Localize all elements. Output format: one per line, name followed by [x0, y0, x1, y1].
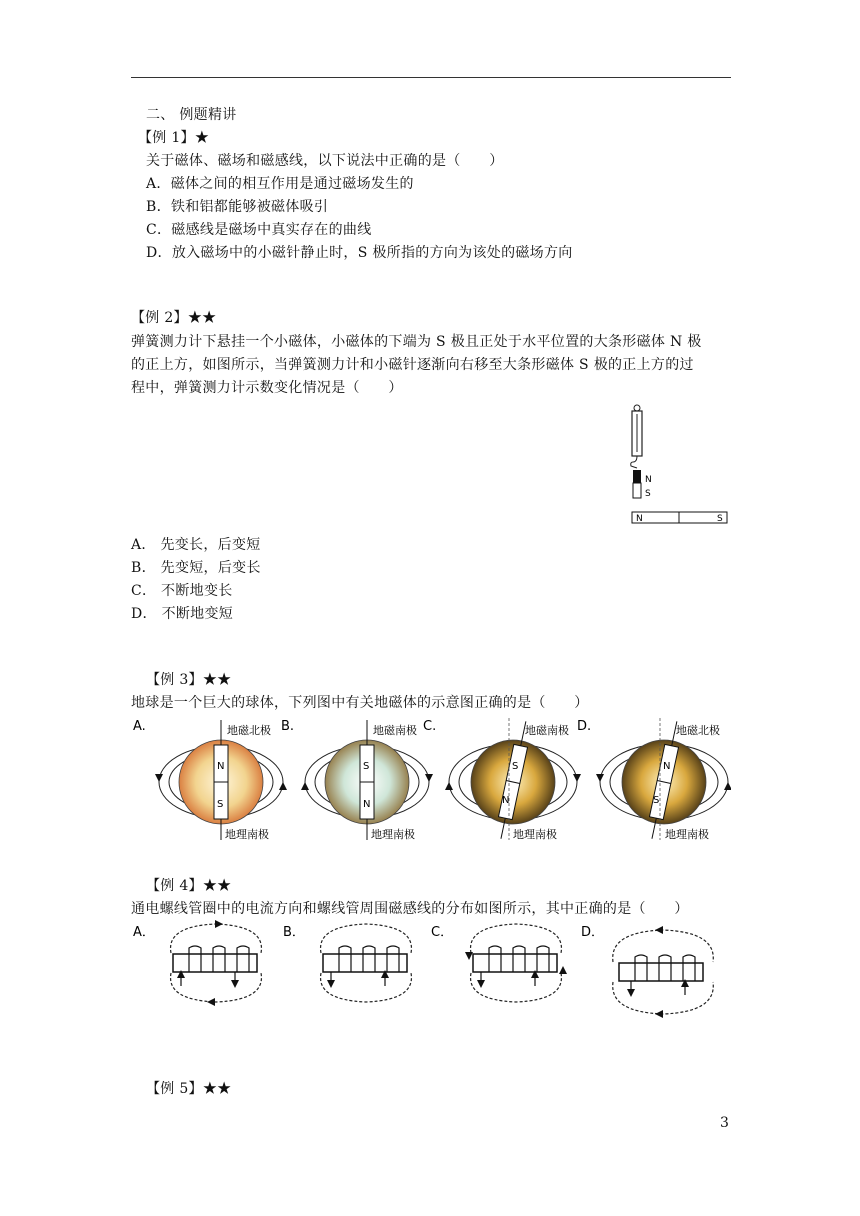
ex3-figure-b — [281, 719, 433, 841]
ex3-figure-a-bottom-label: 地理南极 — [225, 828, 269, 841]
ex3-figure-b-top-label: 地磁南极 — [373, 724, 417, 737]
small-magnet-n-label: N — [645, 475, 652, 485]
ex3-question: 地球是一个巨大的球体，下列图中有关地磁体的示意图正确的是（ ） — [131, 695, 589, 711]
ex4-figures — [131, 918, 731, 1018]
ex1-option-c: C．磁感线是磁场中真实存在的曲线 — [146, 222, 372, 238]
ex3-figure-d — [577, 718, 731, 841]
ex4-label: 【例 4】★★ — [146, 878, 232, 894]
ex3-figures — [131, 712, 731, 847]
scale-hook — [631, 456, 637, 468]
ex3-figure-a-letter: A. — [133, 719, 146, 734]
svg-text:N: N — [363, 799, 371, 810]
svg-text:N: N — [502, 795, 510, 806]
svg-text:S: S — [217, 799, 224, 810]
svg-text:S: S — [653, 795, 660, 806]
svg-text:N: N — [663, 761, 671, 772]
ex4-figure-d — [581, 925, 713, 1018]
ex4-figure-b-letter: B． — [283, 925, 305, 940]
section-title: 二、 例题精讲 — [146, 107, 237, 123]
ex2-question-line-2: 的正上方，如图所示，当弹簧测力计和小磁针逐渐向右移至大条形磁体 S 极的正上方的过 — [131, 357, 694, 373]
small-magnet-s — [633, 483, 641, 498]
ex4-figure-a — [133, 920, 261, 1006]
small-magnet-n — [633, 470, 641, 483]
ex4-figure-a-letter: A． — [133, 925, 155, 940]
svg-text:S: S — [512, 761, 519, 772]
ex2-option-c: C． 不断地变长 — [131, 583, 233, 599]
ex4-figure-c-letter: C． — [431, 925, 454, 940]
ex2-option-b: B． 先变短，后变长 — [131, 560, 261, 576]
ex1-option-b: B．铁和铝都能够被磁体吸引 — [146, 199, 329, 215]
small-magnet-s-label: S — [645, 489, 651, 499]
ex3-figure-c-bottom-label: 地理南极 — [513, 828, 557, 841]
ex1-option-a: A．磁体之间的相互作用是通过磁场发生的 — [146, 176, 414, 192]
ex3-figure-c — [423, 718, 581, 841]
ex3-figure-c-letter: C. — [423, 719, 437, 734]
ex4-figure-d-letter: D． — [581, 925, 605, 940]
ex3-label: 【例 3】★★ — [146, 672, 232, 688]
ex4-question: 通电螺线管圈中的电流方向和螺线管周围磁感线的分布如图所示，其中正确的是（ ） — [131, 901, 689, 917]
ex2-spring-scale-figure — [615, 398, 735, 528]
ex1-option-d: D．放入磁场中的小磁针静止时，S 极所指的方向为该处的磁场方向 — [146, 245, 573, 261]
ex5-label: 【例 5】★★ — [146, 1081, 232, 1097]
ex3-figure-a — [133, 719, 287, 841]
bar-magnet-s-label: S — [717, 514, 723, 524]
header-rule — [131, 77, 731, 78]
ex3-figure-d-top-label: 地磁北极 — [676, 724, 720, 737]
scale-ring — [634, 405, 640, 411]
ex2-question-line-3: 程中，弹簧测力计示数变化情况是（ ） — [131, 380, 403, 396]
bar-magnet-n-label: N — [636, 514, 643, 524]
ex3-figure-a-top-label: 地磁北极 — [227, 724, 271, 737]
ex3-figure-d-letter: D. — [577, 719, 592, 734]
ex2-option-d: D． 不断地变短 — [131, 606, 234, 622]
ex3-figure-d-bottom-label: 地理南极 — [665, 828, 709, 841]
ex3-figure-b-bottom-label: 地理南极 — [371, 828, 415, 841]
svg-text:N: N — [217, 761, 225, 772]
ex4-figure-b — [283, 924, 411, 1002]
ex2-option-a: A． 先变长，后变短 — [131, 537, 261, 553]
page-number: 3 — [720, 1115, 730, 1131]
ex2-question-line-1: 弹簧测力计下悬挂一个小磁体，小磁体的下端为 S 极且正处于水平位置的大条形磁体 N 极 — [131, 334, 702, 350]
ex2-label: 【例 2】★★ — [131, 310, 217, 326]
ex1-label: 【例 1】★ — [138, 130, 210, 146]
ex4-figure-c — [431, 924, 567, 1002]
ex3-figure-b-letter: B. — [281, 719, 295, 734]
svg-text:S: S — [363, 761, 370, 772]
ex3-figure-c-top-label: 地磁南极 — [525, 724, 569, 737]
ex1-question: 关于磁体、磁场和磁感线，以下说法中正确的是（ ） — [146, 153, 504, 169]
